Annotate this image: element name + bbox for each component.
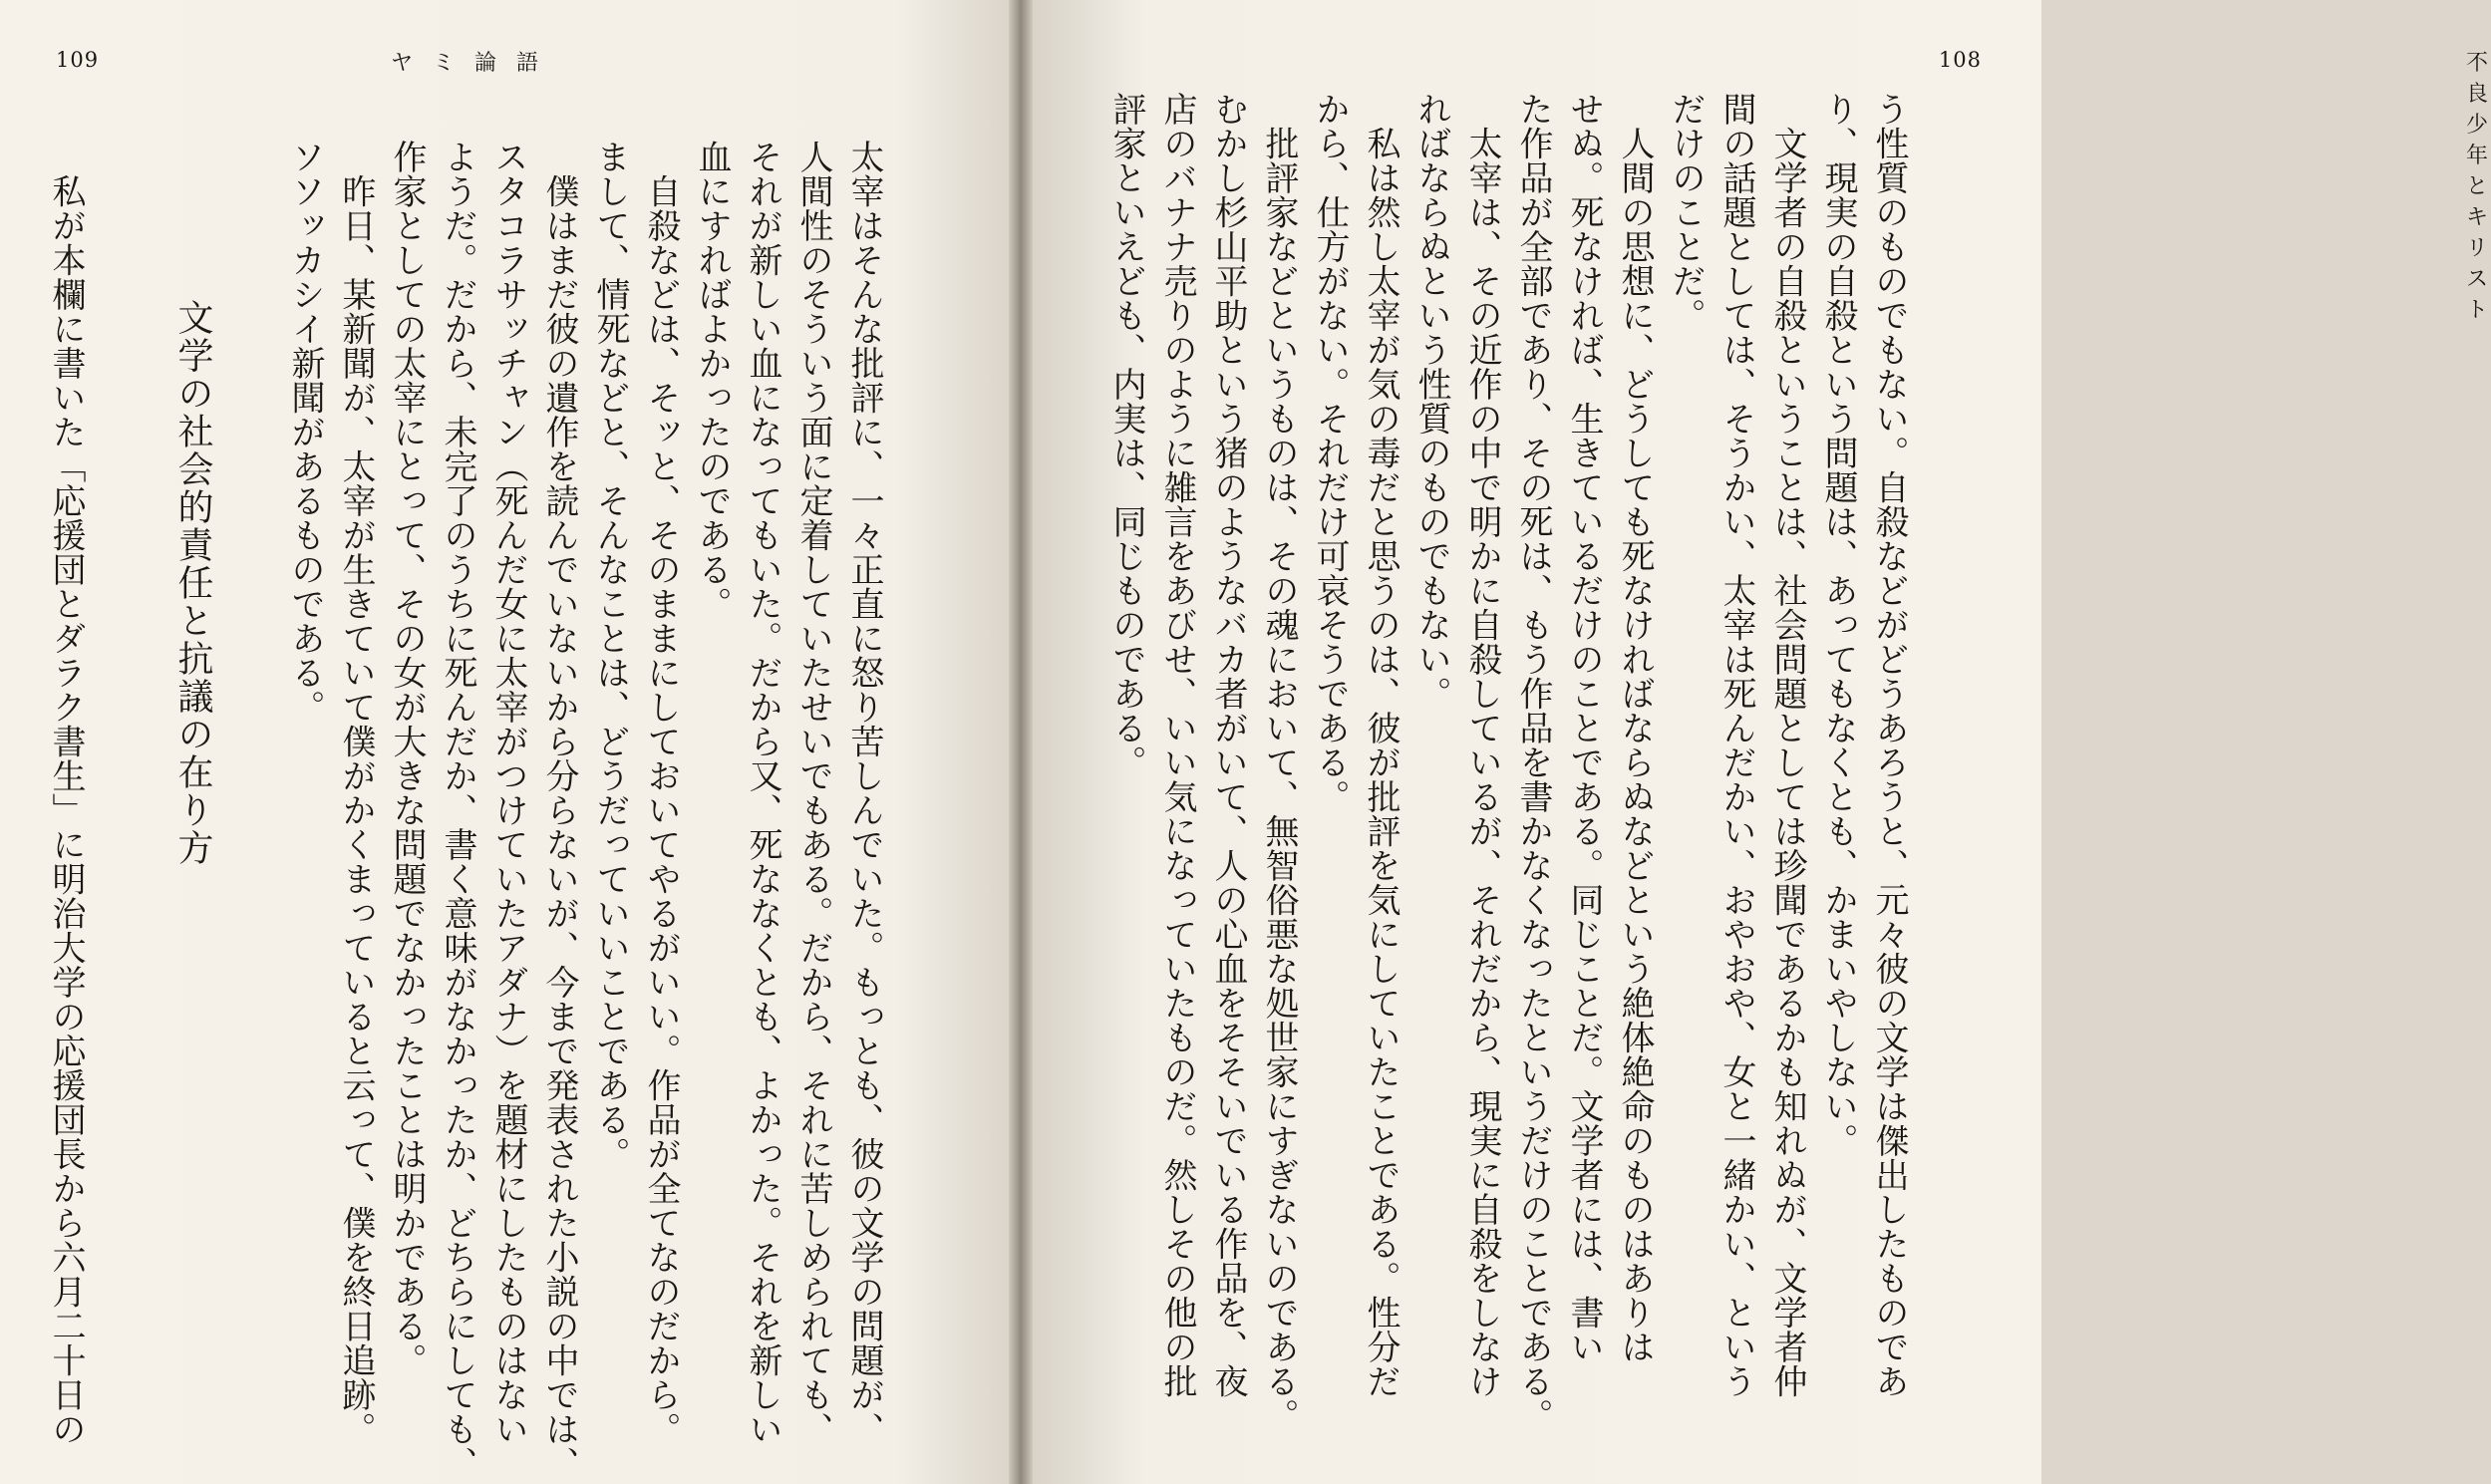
text-line: り、現実の自殺という問題は、あってもなくとも、かまいやしない。: [1818, 92, 1858, 1158]
text-line: ようだ。だから、未完了のうちに死んだか、書く意味がなかったか、どちらにしても、: [438, 140, 477, 1481]
text-line: ソソッカシイ新聞があるものである。: [285, 140, 325, 725]
text-line: 評家といえども、内実は、同じものである。: [1106, 92, 1146, 779]
text-line: 私は然し太宰が気の毒だと思うのは、彼が批評を気にしていたことである。性分だ: [1361, 92, 1401, 1398]
text-line: それが新しい血になってもいた。だから又、死ななくとも、よかった。それを新しい: [743, 140, 782, 1446]
page-number: 109: [56, 48, 100, 72]
text-line: まして、情死などと、そんなことは、どうだっていいことである。: [590, 140, 630, 1171]
text-line: 私が本欄に書いた「応援団とダラク書生」に明治大学の応援団長から六月二十日の: [46, 140, 86, 1446]
text-line: せぬ。死なければ、生きているだけのことである。同じことだ。文学者には、書い: [1564, 92, 1604, 1364]
text-line: 店のバナナ売りのように雑言をあびせ、いい気になっていたものだ。然しその他の批: [1157, 92, 1197, 1398]
text-line: 人間の思想に、どうしても死なければならぬなどという絶体絶命のものはありは: [1615, 92, 1655, 1364]
text-line: た作品が全部であり、その死は、もう作品を書かなくなったというだけのことである。: [1513, 92, 1553, 1433]
body-text: [279, 140, 889, 1481]
text-line: 太宰はそんな批評に、一々正直に怒り苦しんでいた。もっとも、彼の文学の問題が、: [844, 140, 884, 1446]
body-text: [1100, 92, 1914, 1477]
text-line: ればならぬという性質のものでもない。: [1411, 92, 1451, 711]
running-head: ヤミ論語: [391, 51, 559, 76]
text-line: 作家としての太宰にとって、その女が大きな問題でなかったことは明かである。: [387, 140, 427, 1377]
text-line: 昨日、某新聞が、太宰が生きていて僕がかくまっていると云って、僕を終日追跡。: [336, 140, 376, 1446]
book-gutter: [1009, 0, 1033, 1484]
text-line: う性質のものでもない。自殺などがどうあろうと、元々彼の文学は傑出したものであ: [1869, 92, 1909, 1398]
text-line: 僕はまだ彼の遺作を読んでいないから分らないが、今まで発表された小説の中では、: [539, 140, 579, 1481]
text-line: から、仕方がない。それだけ可哀そうである。: [1310, 92, 1350, 814]
text-line: 太宰は、その近作の中で明かに自殺しているが、それだから、現実に自殺をしなけ: [1462, 92, 1502, 1398]
page-number: 108: [1938, 48, 1982, 72]
body-text-continued: [40, 140, 91, 1465]
text-line: 血にすればよかったのである。: [692, 140, 732, 621]
text-line: だけのことだ。: [1666, 92, 1706, 333]
text-line: 批評家などというものは、その魂において、無智俗悪な処世家にすぎないのである。: [1259, 92, 1299, 1433]
running-head: 不良少年とキリスト: [2466, 51, 2491, 323]
text-line: スタコラサッチャン（死んだ女に太宰がつけていたアダナ）を題材にしたものはない: [488, 140, 528, 1446]
section-heading: 文学の社会的責任と抗議の在り方: [172, 299, 213, 867]
text-line: 人間性のそういう面に定着していたせいでもある。だから、それに苦しめられても、: [793, 140, 833, 1446]
text-line: 自殺などは、そッと、そのままにしておいてやるがいい。作品が全てなのだから。: [641, 140, 681, 1446]
text-line: むかし杉山平助という猪のようなバカ者がいて、人の心血をそそいでいる作品を、夜: [1208, 92, 1248, 1398]
text-line: 文学者の自殺ということは、社会問題としては珍聞であるかも知れぬが、文学者仲: [1767, 92, 1807, 1398]
text-line: 間の話題としては、そうかい、太宰は死んだかい、おやおや、女と一緒かい、という: [1716, 92, 1756, 1398]
left-page: [0, 0, 1019, 1484]
